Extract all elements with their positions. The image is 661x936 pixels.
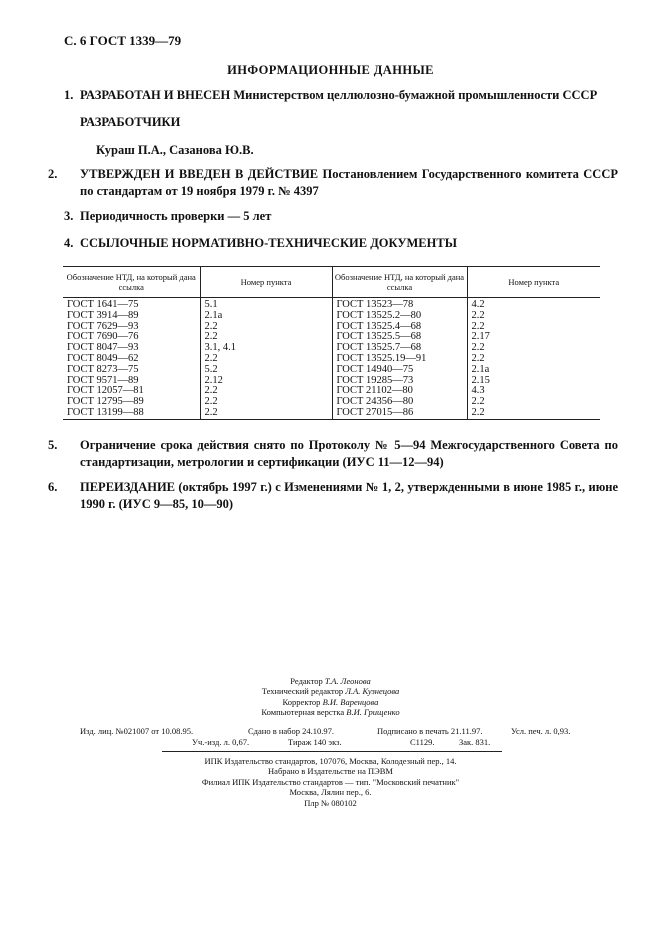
doc-designation-cell: ГОСТ 8273—75 (67, 363, 139, 375)
clause-number-cell: 2.1а (200, 311, 332, 322)
clause-number-cell: 2.2 (200, 354, 332, 365)
item-number: 1. (64, 88, 74, 102)
developers-names: Кураш П.А., Сазанова Ю.В. (96, 143, 254, 157)
doc-designation-cell: ГОСТ 13525.5—68 (332, 332, 467, 343)
clause-number-cell: 4.3 (467, 386, 600, 397)
publisher-line: Набрано в Издательстве на ПЭВМ (268, 766, 393, 777)
col-header-clause: Номер пункта (467, 267, 600, 298)
doc-designation-cell: ГОСТ 13525.4—68 (332, 322, 467, 333)
developers-heading: РАЗРАБОТЧИКИ (80, 115, 181, 129)
item-3 (64, 208, 602, 225)
doc-designation-cell: ГОСТ 8047—93 (67, 342, 139, 354)
doc-designation-cell: ГОСТ 7629—93 (67, 320, 139, 332)
publisher-block (0, 756, 661, 808)
item-4 (64, 235, 602, 252)
item-number: 4. (64, 236, 74, 250)
tech-editor-line (0, 686, 661, 696)
doc-designation-cell: ГОСТ 8049—62 (67, 352, 139, 364)
publisher-line: ИПК Издательство стандартов, 107076, Москва, Колодезный пер., 14. (204, 756, 457, 766)
item-1 (64, 87, 602, 104)
clause-number-cell: 2.2 (200, 386, 332, 397)
table-row (63, 298, 600, 311)
doc-designation-cell: ГОСТ 12795—89 (67, 396, 144, 408)
item-text: ССЫЛОЧНЫЕ НОРМАТИВНО-ТЕХНИЧЕСКИЕ ДОКУМЕНТЫ (80, 236, 457, 250)
clause-number-cell: 3.1, 4.1 (200, 343, 332, 354)
item-text: Ограничение срока действия снято по Протоколу № 5—94 Межгосударственного Совета по стандартизации, метрологии и сертификации (ИУС 11—12—94) (80, 438, 618, 469)
table-header-row (63, 267, 600, 298)
clause-number-cell: 2.1а (467, 365, 600, 376)
layout-line (0, 707, 661, 717)
table-row (63, 343, 600, 354)
col-header-doc: Обозначение НТД, на который дана ссылка (332, 267, 467, 298)
clause-number-cell: 2.2 (467, 322, 600, 333)
doc-designation-cell: ГОСТ 19285—73 (332, 376, 467, 387)
table-row (63, 332, 600, 343)
publisher-line: Филиал ИПК Издательство стандартов — тип. "Московский печатник" (201, 776, 460, 787)
signed-date: Подписано в печать 21.11.97. (377, 726, 483, 736)
order-number: Зак. 831. (459, 737, 491, 747)
corrector-line (0, 697, 661, 707)
col-header-doc: Обозначение НТД, на который дана ссылка (63, 267, 200, 298)
clause-number-cell: 2.12 (200, 376, 332, 387)
table-body (63, 298, 600, 420)
circulation: Тираж 140 экз. (288, 737, 342, 747)
item-text: УТВЕРЖДЕН И ВВЕДЕН В ДЕЙСТВИЕ Постановлением Государственного комитета СССР по стандартам от 19 ноября 1979 г. № 4397 (80, 167, 618, 198)
clause-number-cell: 2.2 (467, 397, 600, 408)
publisher-line: Плр № 080102 (304, 797, 357, 808)
table-row (63, 322, 600, 333)
table-row (63, 365, 600, 376)
layout-name: В.И. Грищенко (346, 707, 400, 718)
reference-table (63, 266, 600, 420)
editor-label: Редактор (290, 676, 323, 686)
clause-number-cell: 2.2 (200, 322, 332, 333)
clause-number-cell: 2.2 (200, 397, 332, 408)
col-header-clause: Номер пункта (200, 267, 332, 298)
doc-designation-cell: ГОСТ 13525.2—80 (332, 311, 467, 322)
table-row (63, 408, 600, 419)
corrector-label: Корректор (282, 696, 321, 707)
clause-number-cell: 2.2 (467, 311, 600, 322)
divider (162, 751, 502, 752)
clause-number-cell: 2.2 (467, 343, 600, 354)
item-text: Периодичность проверки — 5 лет (80, 209, 272, 223)
clause-number-cell: 5.2 (200, 365, 332, 376)
publishing-sheets: Уч.-изд. л. 0,67. (192, 737, 250, 747)
credits-block (0, 676, 661, 718)
item-6 (48, 479, 618, 513)
tech-editor-label: Технический редактор (261, 686, 344, 697)
doc-designation-cell: ГОСТ 7690—76 (67, 331, 139, 343)
clause-number-cell: 2.2 (200, 332, 332, 343)
doc-designation-cell: ГОСТ 21102—80 (332, 386, 467, 397)
table-row (63, 311, 600, 322)
corrector-name: В.И. Варенцова (322, 696, 379, 707)
doc-designation-cell: ГОСТ 9571—89 (67, 374, 139, 386)
doc-designation-cell: ГОСТ 3914—89 (67, 309, 139, 321)
editor-line (0, 676, 661, 686)
clause-number-cell: 2.15 (467, 376, 600, 387)
doc-designation-cell: ГОСТ 12057—81 (67, 385, 144, 397)
doc-designation-cell: ГОСТ 27015—86 (332, 408, 467, 419)
clause-number-cell: 5.1 (200, 298, 332, 311)
item-number: 2. (48, 167, 58, 181)
main-title: ИНФОРМАЦИОННЫЕ ДАННЫЕ (227, 63, 434, 77)
doc-designation-cell: ГОСТ 24356—80 (332, 397, 467, 408)
clause-number-cell: 2.17 (467, 332, 600, 343)
clause-number-cell: 2.2 (467, 408, 600, 419)
clause-number-cell: 2.2 (200, 408, 332, 419)
item-number: 6. (48, 480, 58, 494)
table-row (63, 354, 600, 365)
doc-designation-cell: ГОСТ 1641—75 (67, 299, 139, 310)
tech-editor-name: Л.А. Кузнецова (345, 686, 400, 697)
publisher-line: Москва, Лялин пер., 6. (289, 787, 372, 798)
item-number: 5. (48, 438, 58, 452)
item-text: ПЕРЕИЗДАНИЕ (октябрь 1997 г.) с Изменениями № 1, 2, утвержденными в июне 1985 г., июне 1990 г. (ИУС 9—85, 10—90) (80, 480, 618, 511)
doc-designation-cell: ГОСТ 13525.7—68 (332, 343, 467, 354)
submitted-date: Сдано в набор 24.10.97. (248, 726, 334, 736)
license: Изд. лиц. №021007 от 10.08.95. (80, 726, 194, 736)
print-sheets: Усл. печ. л. 0,93. (511, 726, 571, 736)
layout-label: Компьютерная верстка (261, 707, 345, 718)
clause-number-cell: 4.2 (467, 298, 600, 311)
clause-number-cell: 2.2 (467, 354, 600, 365)
doc-designation-cell: ГОСТ 13525.19—91 (332, 354, 467, 365)
doc-designation-cell: ГОСТ 13199—88 (63, 408, 200, 419)
item-5 (48, 437, 618, 471)
item-text: РАЗРАБОТАН И ВНЕСЕН Министерством целлюлозно-бумажной промышленности СССР (80, 88, 598, 102)
editor-name: Т.А. Леонова (324, 676, 371, 686)
publication-code: С1129. (410, 737, 435, 747)
page-header: С. 6 ГОСТ 1339—79 (64, 33, 182, 48)
doc-designation-cell: ГОСТ 14940—75 (332, 365, 467, 376)
doc-designation-cell: ГОСТ 13523—78 (332, 298, 467, 311)
item-2 (48, 166, 618, 200)
item-number: 3. (64, 209, 74, 223)
